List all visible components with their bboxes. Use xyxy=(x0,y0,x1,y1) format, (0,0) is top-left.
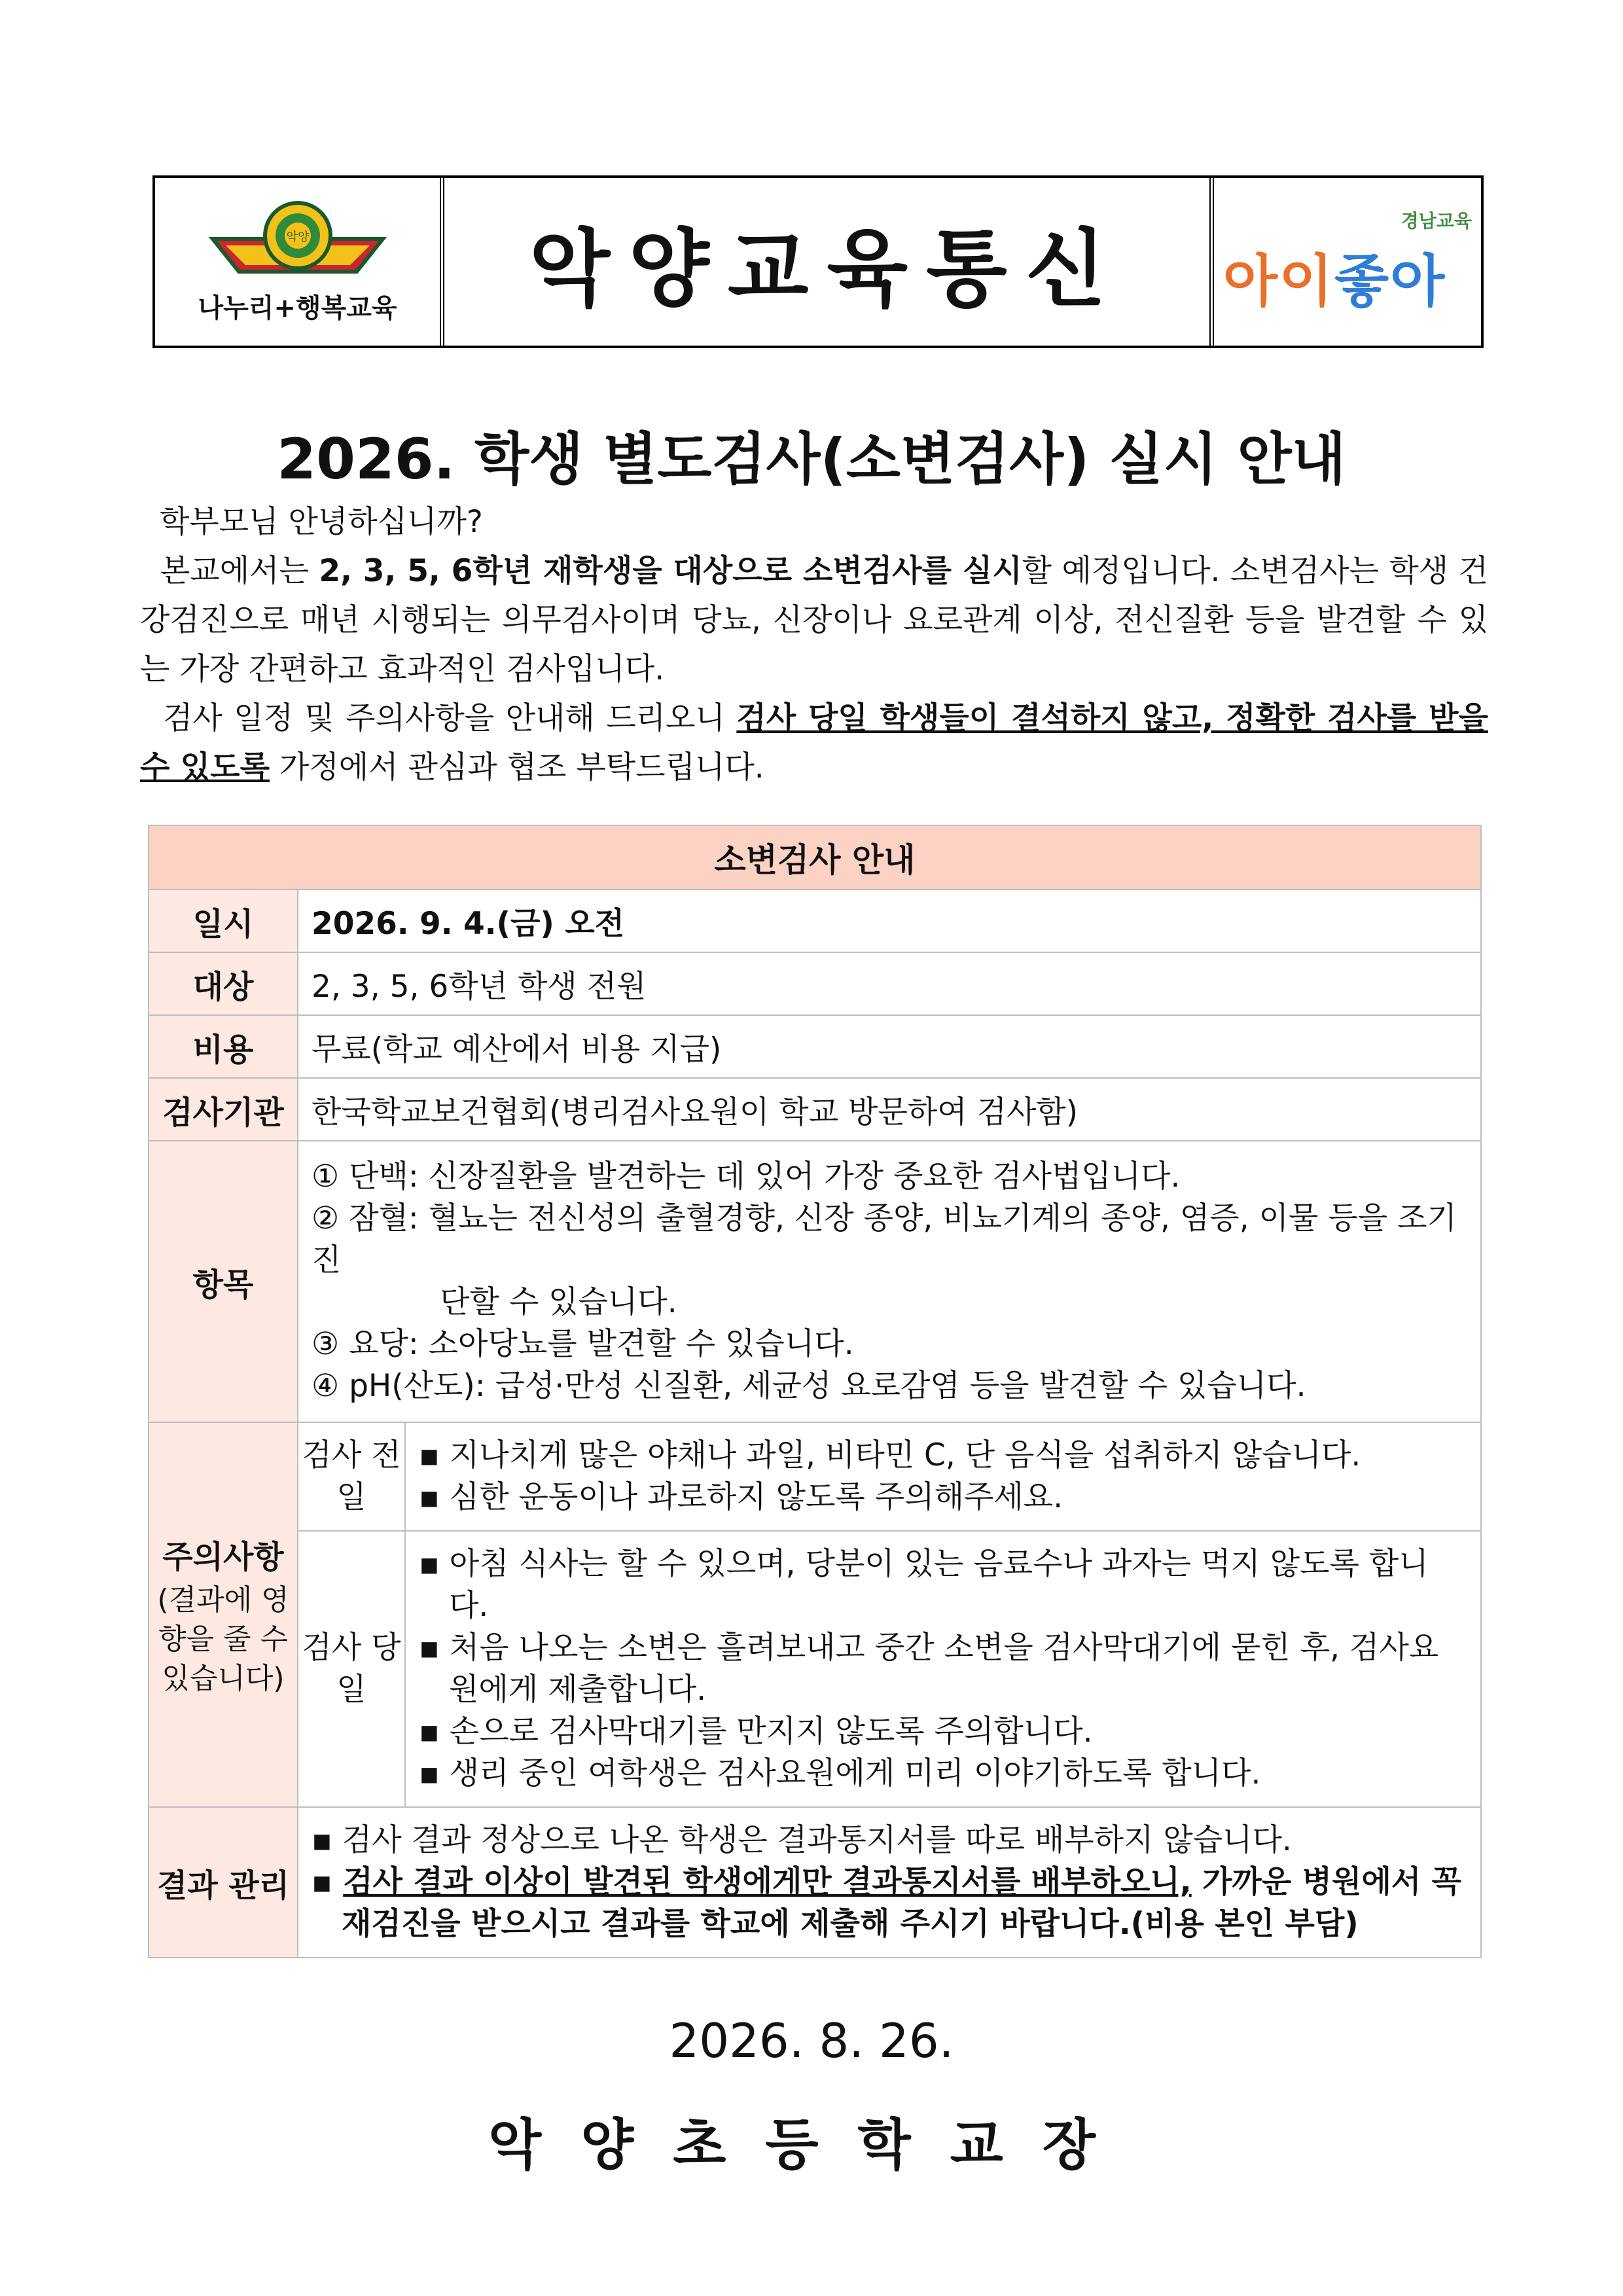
day-item-1: ▪ 아침 식사는 할 수 있으며, 당분이 있는 음료수나 과자는 먹지 않도록 합니다. xyxy=(419,1546,1429,1624)
before-item-2: ▪ 심한 운동이나 과로하지 않도록 주의해주세요. xyxy=(419,1479,1063,1515)
brand-subtitle: 경남교육 xyxy=(1400,210,1472,232)
intro-text xyxy=(140,497,1488,792)
intro-p1-pre: 본교에서는 xyxy=(160,553,319,589)
result-item-1: ▪ 검사 결과 정상으로 나온 학생은 결과통지서를 따로 배부하지 않습니다. xyxy=(312,1822,1292,1858)
row-label-agency: 검사기관 xyxy=(149,1078,298,1141)
test-item-2: ② 잠혈: 혈뇨는 전신성의 출혈경향, 신장 종양, 비뇨기계의 종양, 염증, 이물 등을 조기 진 xyxy=(312,1200,1457,1278)
row-label-result: 결과 관리 xyxy=(149,1807,298,1958)
greeting xyxy=(140,497,1488,547)
row-label-date: 일시 xyxy=(149,889,298,952)
day-item-3: ▪ 손으로 검사막대기를 만지지 않도록 주의합니다. xyxy=(419,1713,1093,1749)
issue-date: 2026. 8. 26. xyxy=(669,2013,954,2068)
brand-logo-part-a: 아이 xyxy=(1223,249,1335,314)
brand-logo-cell xyxy=(1214,178,1481,346)
before-item-1: ▪ 지나치게 많은 야채나 과일, 비타민 C, 단 음식을 섭취하지 않습니다. xyxy=(419,1437,1361,1473)
caution-label: 주의사항 xyxy=(162,1538,284,1575)
row-value-target: 2, 3, 5, 6학년 학생 전원 xyxy=(298,952,1481,1015)
test-item-3: ③ 요당: 소아당뇨를 발견할 수 있습니다. xyxy=(312,1326,854,1362)
result-item-2: ▪ 검사 결과 이상이 발견된 학생에게만 결과통지서를 배부하오니, 가까운 병원에서 꼭 재검진을 받으시고 결과를 학교에 제출해 주시기 바랍니다.(비용 본인 부담) xyxy=(312,1864,1462,1942)
test-items-list xyxy=(298,1141,1481,1422)
before-day-label: 검사 전일 xyxy=(298,1422,405,1531)
row-value-cost: 무료(학교 예산에서 비용 지급) xyxy=(298,1015,1481,1078)
intro-paragraph-2 xyxy=(140,694,1488,792)
day-item-4: ▪ 생리 중인 여학생은 검사요원에게 미리 이야기하도록 합니다. xyxy=(419,1755,1261,1791)
before-day-list xyxy=(405,1422,1481,1531)
principal-signature: 악양초등학교장 xyxy=(488,2113,1135,2177)
masthead-box xyxy=(152,175,1484,348)
school-logo-cell xyxy=(155,178,444,346)
intro-p1-bold: 2, 3, 5, 6학년 재학생을 대상으로 소변검사를 실시 xyxy=(319,553,1022,589)
table-heading: 소변검사 안내 xyxy=(149,825,1481,889)
svg-text:악양: 악양 xyxy=(286,230,309,244)
caution-sublabel: (결과에 영향을 줄 수 있습니다) xyxy=(157,1583,289,1695)
school-emblem-icon xyxy=(200,200,396,278)
test-item-2-cont: 단할 수 있습니다. xyxy=(440,1284,677,1320)
intro-p1-post: 할 예정입니다. 소변검사는 학생 건강검진으로 매년 시행되는 의무검사이며 당뇨, 신장이나 요로관계 이상, 전신질환 등을 발견할 수 있는 가장 간편하고 효과적인 검사입니다. xyxy=(140,553,1489,687)
brand-logo-part-b: 좋아 xyxy=(1334,249,1446,314)
row-label-target: 대상 xyxy=(149,952,298,1015)
row-value-date: 2026. 9. 4.(금) 오전 xyxy=(298,889,1481,952)
result-item-2-rest: 가까운 병원에서 꼭 재검진을 받으시고 결과를 학교에 제출해 주시기 바랍니다.(비용 본인 부담) xyxy=(342,1864,1462,1942)
test-item-1: ① 단백: 신장질환을 발견하는 데 있어 가장 중요한 검사법입니다. xyxy=(312,1158,1181,1194)
urine-test-info-table xyxy=(148,825,1482,1958)
intro-p2-bold: 검사 당일 학생들이 결석하지 않고, 정확한 검사를 받을 수 있도록 xyxy=(140,700,1488,785)
row-label-cost: 비용 xyxy=(149,1015,298,1078)
masthead-title: 악양교육통신 xyxy=(529,221,1125,318)
day-item-2: ▪ 처음 나오는 소변은 흘려보내고 중간 소변을 검사막대기에 묻힌 후, 검사요원에게 제출합니다. xyxy=(419,1630,1439,1708)
intro-p2-pre: 검사 일정 및 주의사항을 안내해 드리오니 xyxy=(162,700,737,736)
test-day-label: 검사 당일 xyxy=(298,1531,405,1807)
result-item-2-underlined: 검사 결과 이상이 발견된 학생에게만 결과통지서를 배부하오니, xyxy=(343,1864,1192,1900)
intro-p2-post: 가정에서 관심과 협조 부탁드립니다. xyxy=(269,749,764,785)
brand-logo xyxy=(1223,236,1472,317)
intro-paragraph-1 xyxy=(140,547,1488,694)
row-value-agency: 한국학교보건협회(병리검사요원이 학교 방문하여 검사함) xyxy=(298,1078,1481,1141)
logo-caption: 나누리+행복교육 xyxy=(198,293,397,323)
test-day-list xyxy=(405,1531,1481,1807)
row-label-items: 항목 xyxy=(149,1141,298,1422)
greeting-text: 학부모님 안녕하십니까? xyxy=(159,504,483,540)
test-item-4: ④ pH(산도): 급성·만성 신질환, 세균성 요로감염 등을 발견할 수 있습니다. xyxy=(312,1368,1306,1404)
page-title: 2026. 학생 별도검사(소변검사) 실시 안내 xyxy=(277,427,1346,492)
masthead-title-cell xyxy=(444,178,1214,346)
row-label-caution xyxy=(149,1422,298,1807)
result-list xyxy=(298,1807,1481,1958)
